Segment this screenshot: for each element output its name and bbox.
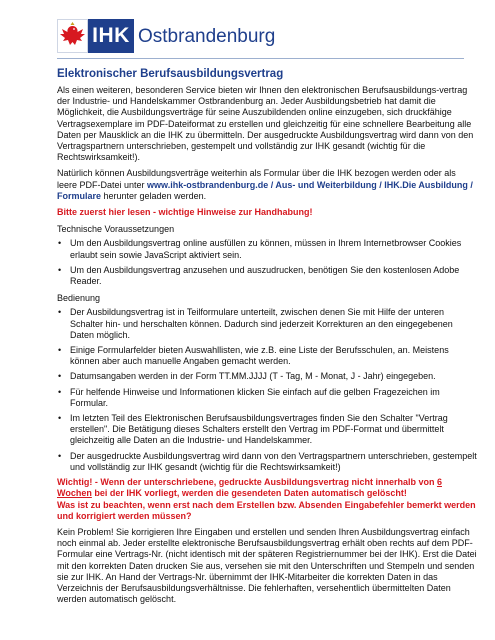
page-title: Elektronischer Berufsausbildungsvertrag — [57, 68, 284, 80]
technical-heading: Technische Voraussetzungen — [57, 224, 175, 235]
warning-text — [57, 477, 477, 522]
header-divider — [57, 58, 464, 59]
form-paragraph — [57, 168, 477, 202]
ihk-logo — [57, 19, 134, 53]
list-item: • Um den Ausbildungsvertrag anzusehen und auszudrucken, benötigen Sie den kostenlosen Adobe Reader. — [57, 265, 477, 287]
warning-question: Was ist zu beachten, wenn erst nach dem Erstellen bzw. Absenden Eingabefehler bemerkt werden und korrigiert werden müssen? — [57, 499, 476, 521]
list-item: • Um den Ausbildungsvertrag online ausfüllen zu können, müssen in Ihrem Internetbrowser Cookies erlaubt sein sowie JavaScript aktiviert sein. — [57, 238, 477, 260]
list-item: • Im letzten Teil des Elektronischen Berufsausbildungsvertrages finden Sie den Schalter "Vertrag erstellen". Die Betätigung dieses Schalters erstellt den Vertrag im PDF-Format und übermittelt gleichzeitig alle Daten an die Industrie- und Handelskammer. — [57, 413, 477, 447]
list-item: • Einige Formularfelder bieten Auswahllisten, wie z.B. eine Liste der Berufsschulen, an. Meistens können aber auch manuelle Angaben gemacht werden. — [57, 345, 477, 367]
warning-part1: Wichtig! - Wenn der unterschriebene, gedruckte Ausbildungsvertrag nicht innerhalb von — [57, 477, 437, 488]
form-text-before: Natürlich können Ausbildungsverträge weiterhin als Formular über die IHK bezogen werden oder als leere PDF-Datei unter — [57, 168, 456, 190]
operation-list — [57, 307, 477, 473]
document-body — [57, 67, 477, 610]
list-item: • Der ausgedruckte Ausbildungsvertrag wird dann von den Vertragspartnern unterschrieben, gestempelt und vollständig zur IHK gesandt (wichtig für die Rechtswirksamkeit!) — [57, 451, 477, 473]
technical-list — [57, 238, 477, 287]
list-item: • Für helfende Hinweise und Informationen klicken Sie einfach auf die gelben Fragezeichen im Formular. — [57, 387, 477, 409]
intro-paragraph: Als einen weiteren, besonderen Service bieten wir Ihnen den elektronischen Berufsausbildungs-vertrag der Industrie- und Handelskammer Ostbrandenburg an. Jeder Ausbildungsbetrieb hat damit die Möglichkeit, die Ausbildungsverträge für seine Auszubildenden online einzugeben, sich druckfähige Vertragsexemplare im PDF-Dateiformat zu erstellen und gleichzeitig für eine schnellere Bearbeitung alle Daten per Mausklick an die IHK zu übermitteln. Der ausgedruckte Ausbildungsvertrag wird dann von den Vertragspartnern unterschrieben, gestempelt und vollständig zur IHK gesandt (wichtig für die Rechtswirksamkeit!). — [57, 85, 474, 163]
warning-part2: bei der IHK vorliegt, werden die gesendeten Daten automatisch gelöscht! — [91, 488, 407, 499]
ihk-logo-mark: IHK — [88, 19, 134, 53]
form-text-after: herunter geladen werden. — [101, 190, 207, 201]
closing-paragraph: Kein Problem! Sie korrigieren Ihre Eingaben und erstellen und senden Ihren Ausbildungsvertrag einfach noch einmal ab. Jeder erstellte elektronische Berufsausbildungsvertrag erhält oben rechts auf dem PDF-Formular eine Vertrags-Nr. (nicht identisch mit der späteren Registriernummer bei der IHK). Erst die Datei mit den korrekten Daten drucken Sie aus, versehen sie mit den Unterschriften und Stempeln und senden sie zur IHK. An Hand der Vertrags-Nr. übernimmt der IHK-Mitarbeiter die korrekten Daten in das Verzeichnis der Berufsausbildungsverhältnisse. Die fehlerhaften, versehentlich übermittelten Daten werden automatisch gelöscht. — [57, 526, 477, 605]
list-item: • Der Ausbildungsvertrag ist in Teilformulare unterteilt, zwischen denen Sie mit Hilfe der unteren Schalter hin- und herschalten können. Dadurch sind jederzeit Korrekturen an den eingegebenen Daten möglich. — [57, 307, 477, 341]
formulare-link[interactable]: www.ihk-ostbrandenburg.de / Aus- und Weiterbildung / IHK.Die Ausbildung / Formulare — [57, 179, 473, 201]
list-item: • Datumsangaben werden in der Form TT.MM.JJJJ (T - Tag, M - Monat, J - Jahr) eingegeben. — [57, 371, 477, 382]
brandenburg-eagle-crest-icon — [57, 19, 88, 53]
region-name: Ostbrandenburg — [138, 26, 276, 47]
warning-deadline: 6 Wochen — [57, 477, 442, 499]
notice-text: Bitte zuerst hier lesen - wichtige Hinweise zur Handhabung! — [57, 207, 313, 218]
operation-heading: Bedienung — [57, 293, 101, 304]
